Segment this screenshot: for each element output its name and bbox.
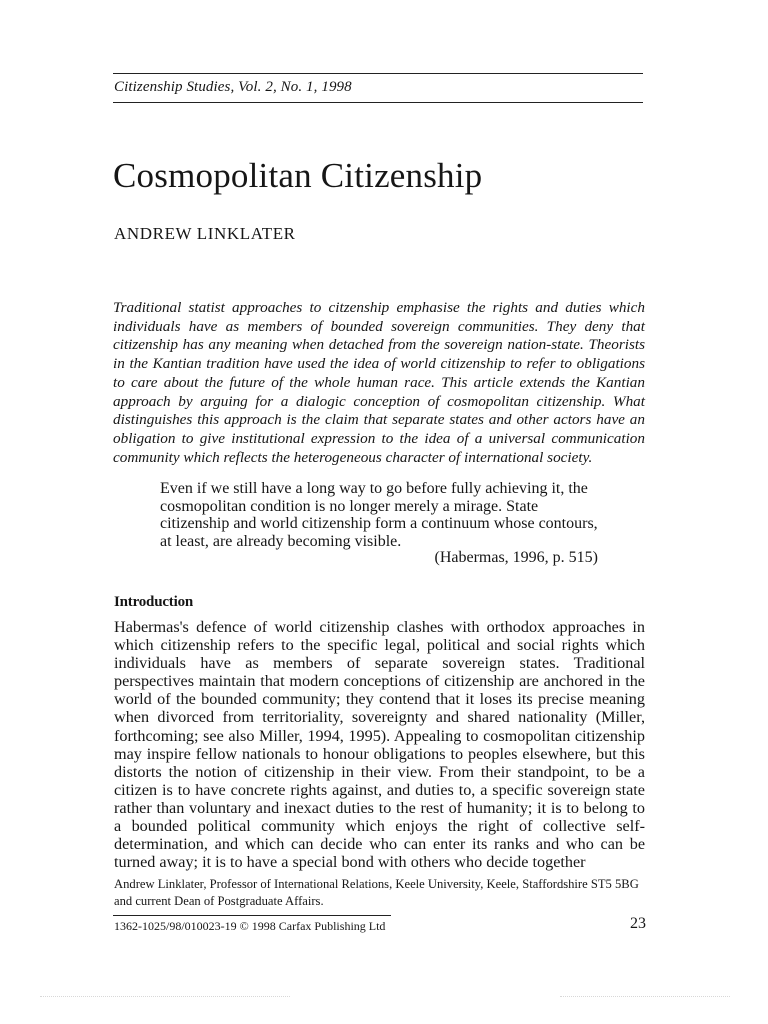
section-heading-introduction: Introduction: [114, 594, 194, 610]
article-title: Cosmopolitan Citizenship: [113, 156, 483, 195]
header-bottom-rule: [113, 102, 643, 103]
section-body-introduction: Habermas's defence of world citizenship clashes with orthodox approaches in which citizenship refers to the specific legal, political and social rights which individuals have as members of separate sovereign states. Traditional perspectives maintain that modern conceptions of citizenship are anchored in the world of the bounded community; they contend that it loses its precise meaning when divorced from territoriality, sovereignty and shared nationality (Miller, forthcoming; see also Miller, 1994, 1995). Appealing to cosmopolitan citizenship may inspire fellow nationals to honour obligations to peoples elsewhere, but this distorts the notion of citizenship in their view. From their standpoint, to be a citizen is to have concrete rights against, and duties to, a specific sovereign state rather than voluntary and inexact duties to the rest of humanity; it is to belong to a bounded political community which enjoys the right of collective self-determination, and which can decide who can enter its ranks and who can be turned away; it is to have a special bond with others who decide together: [114, 618, 645, 872]
header-top-rule: [113, 73, 643, 74]
article-abstract: Traditional statist approaches to citzenship emphasise the rights and duties which individuals have as members of bounded sovereign communities. They deny that citizenship has any meaning when detached from the sovereign nation-state. Theorists in the Kantian tradition have used the idea of world citizenship to refer to obligations to care about the future of the whole human race. This article extends the Kantian approach by arguing for a dialogic conception of cosmopolitan citizenship. What distinguishes this approach is the claim that separate states and other actors have an obligation to give institutional expression to the idea of a universal communication community which reflects the heterogeneous character of international society.: [113, 299, 645, 466]
issn-copyright-line: 1362-1025/98/010023-19 © 1998 Carfax Publishing Ltd: [114, 919, 386, 933]
author-affiliation-note: Andrew Linklater, Professor of International Relations, Keele University, Keele, Staffordshire ST5 5BG and current Dean of Postgraduate Affairs.: [114, 877, 639, 908]
journal-citation: Citizenship Studies, Vol. 2, No. 1, 1998: [114, 79, 352, 95]
scan-artifact: [560, 996, 730, 998]
footer-rule: [113, 915, 391, 916]
page-number: 23: [630, 915, 646, 932]
article-author: ANDREW LINKLATER: [114, 224, 296, 243]
epigraph-citation: (Habermas, 1996, p. 515): [434, 549, 598, 566]
scan-artifact: [40, 996, 290, 998]
epigraph-quote: Even if we still have a long way to go before fully achieving it, the cosmopolitan condition is no longer merely a mirage. State citizenship and world citizenship form a continuum whose contours, at least, are already becoming visible.: [160, 480, 598, 550]
